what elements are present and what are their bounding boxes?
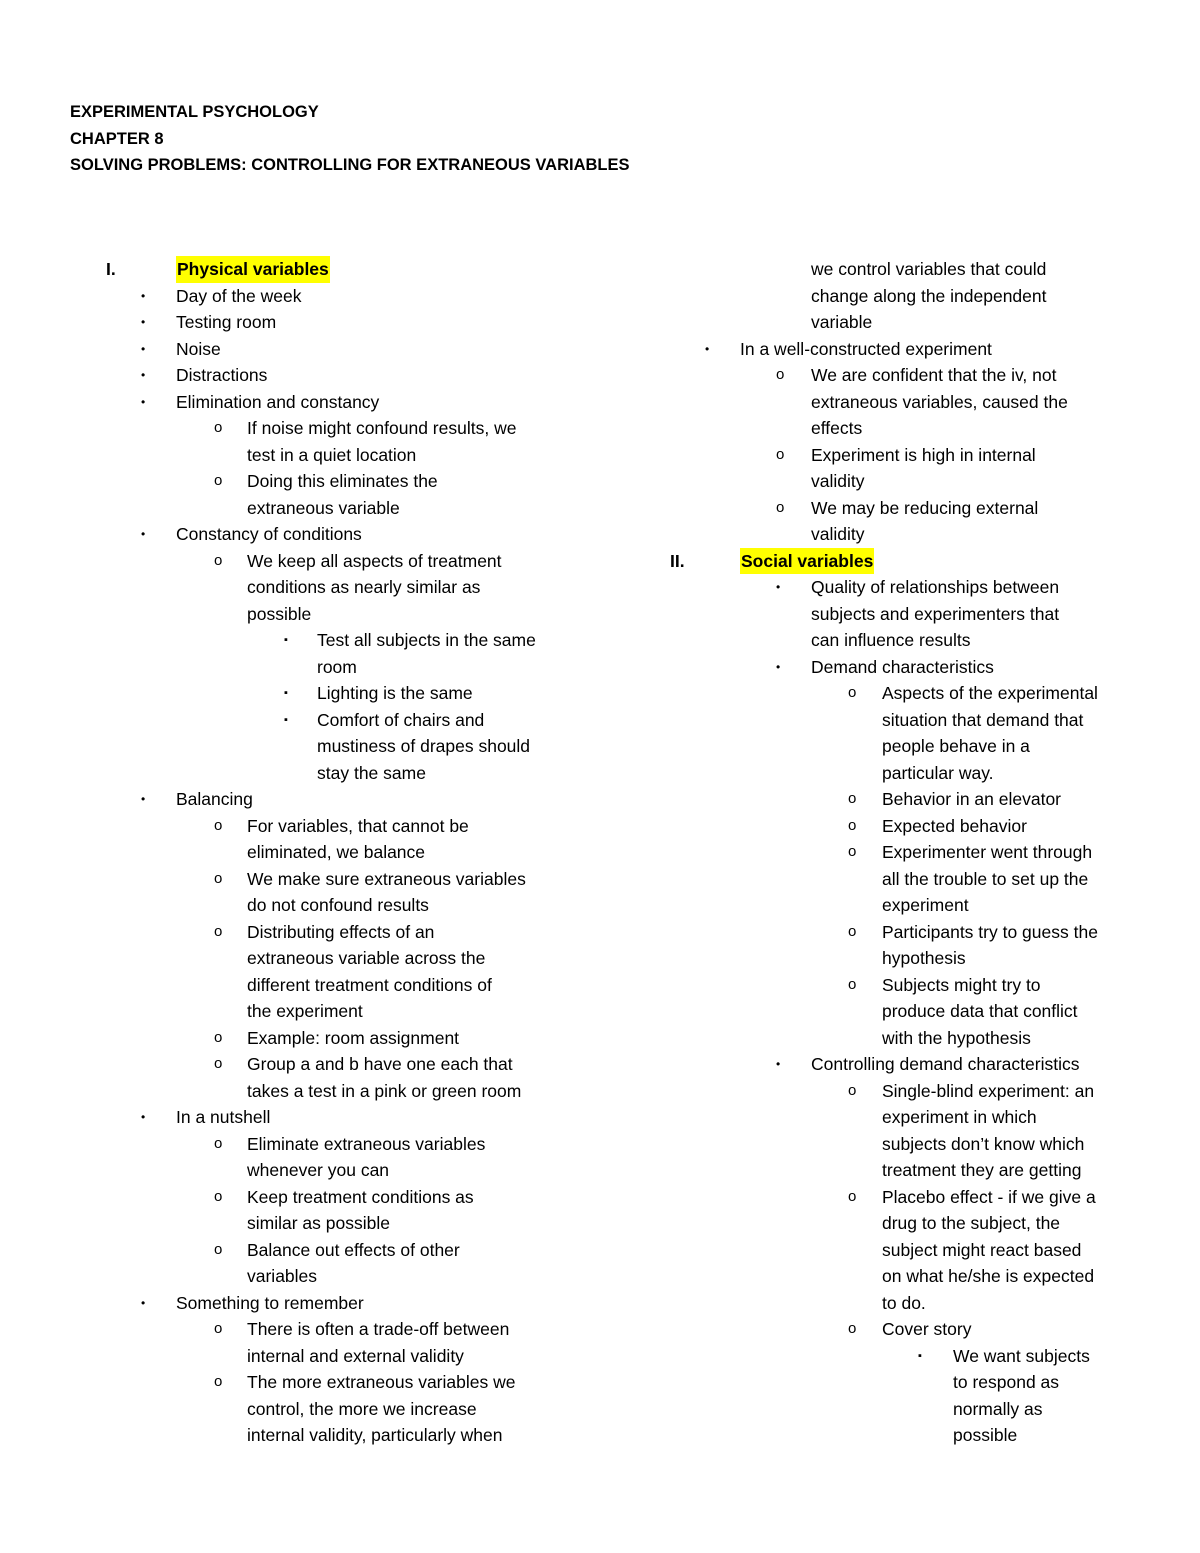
section-number: II.	[670, 550, 685, 571]
list-item: o Expected behavior	[670, 813, 1140, 840]
chapter-number: CHAPTER 8	[70, 129, 164, 148]
course-title: EXPERIMENTAL PSYCHOLOGY	[70, 103, 319, 121]
list-item: • Something to remember	[70, 1290, 590, 1317]
circle-bullet-icon: o	[214, 1187, 223, 1205]
square-bullet-icon: ▪	[284, 713, 288, 726]
list-item-continuation: takes a test in a pink or green room	[247, 1080, 522, 1101]
circle-bullet-icon: o	[214, 922, 223, 940]
list-item-continuation: do not confound results	[247, 895, 429, 915]
list-item: o Example: room assignment	[70, 1025, 590, 1052]
circle-bullet-icon: o	[848, 1187, 857, 1205]
circle-bullet-icon: o	[776, 498, 785, 516]
list-item-continuation: the experiment	[247, 1001, 363, 1021]
list-item: • Demand characteristics	[670, 654, 1140, 681]
list-item: o The more extraneous variables we	[70, 1369, 590, 1396]
list-item: o Subjects might try to	[670, 972, 1140, 999]
chapter-title: SOLVING PROBLEMS: CONTROLLING FOR EXTRANEOUS VARIABLES	[70, 156, 630, 174]
list-item: o Experimenter went through	[670, 839, 1140, 866]
square-bullet-icon: ▪	[284, 634, 288, 646]
list-item: o Behavior in an elevator	[670, 786, 1140, 813]
list-item-continuation: control, the more we increase	[247, 1398, 477, 1419]
bullet-icon: •	[141, 288, 146, 303]
list-item-continuation: whenever you can	[247, 1160, 390, 1180]
circle-bullet-icon: o	[214, 1373, 223, 1390]
list-item-continuation: internal validity, particularly when	[247, 1425, 503, 1445]
list-item: o Distributing effects of an	[70, 919, 590, 946]
list-item-continuation: change along the independent	[811, 285, 1047, 306]
circle-bullet-icon: o	[214, 419, 223, 436]
circle-bullet-icon: o	[848, 790, 857, 807]
list-item: • Constancy of conditions	[70, 521, 590, 548]
list-item: o Balance out effects of other	[70, 1237, 590, 1264]
list-item-continuation: room	[317, 656, 357, 677]
list-item: ▪ Test all subjects in the same	[70, 627, 590, 654]
bullet-icon: •	[705, 341, 710, 356]
list-item-continuation: validity	[811, 471, 865, 491]
list-item-continuation: experiment	[882, 895, 969, 915]
list-item: • Testing room	[70, 309, 590, 336]
list-item-continuation: with the hypothesis	[882, 1027, 1031, 1048]
list-item-continuation: hypothesis	[882, 948, 966, 968]
list-item-continuation: situation that demand that	[882, 709, 1084, 730]
circle-bullet-icon: o	[848, 843, 857, 860]
list-item-continuation: possible	[247, 603, 312, 624]
list-item: • Controlling demand characteristics	[670, 1051, 1140, 1078]
list-item: o Experiment is high in internal	[670, 442, 1140, 469]
list-item-continuation: subjects and experimenters that	[811, 603, 1060, 624]
list-item-continuation: to do.	[882, 1292, 926, 1313]
list-item: o For variables, that cannot be	[70, 813, 590, 840]
list-item: o Participants try to guess the	[670, 919, 1140, 946]
circle-bullet-icon: o	[214, 472, 223, 489]
list-item: o We keep all aspects of treatment	[70, 548, 590, 575]
bullet-icon: •	[141, 368, 146, 382]
circle-bullet-icon: o	[214, 816, 223, 834]
circle-bullet-icon: o	[848, 684, 857, 701]
list-item-continuation: we control variables that could	[811, 259, 1047, 279]
circle-bullet-icon: o	[214, 1055, 223, 1072]
circle-bullet-icon: o	[848, 1320, 857, 1337]
list-item-continuation: subjects don’t know which	[882, 1133, 1085, 1154]
section-heading	[670, 548, 1140, 575]
list-item: o Cover story	[670, 1316, 1140, 1343]
list-item: o Aspects of the experimental	[670, 680, 1140, 707]
list-item-continuation: internal and external validity	[247, 1345, 464, 1366]
list-item: o We are confident that the iv, not	[670, 362, 1140, 389]
circle-bullet-icon: o	[776, 445, 785, 463]
bullet-icon: •	[776, 1057, 781, 1071]
circle-bullet-icon: o	[214, 1028, 223, 1046]
list-item: • Day of the week	[70, 283, 590, 310]
list-item: • Balancing	[70, 786, 590, 813]
section-number: I.	[106, 259, 116, 279]
list-item: o Placebo effect - if we give a	[670, 1184, 1140, 1211]
list-item: • Distractions	[70, 362, 590, 389]
list-item-continuation: different treatment conditions of	[247, 974, 492, 995]
list-item-continuation: experiment in which	[882, 1107, 1037, 1127]
list-item-continuation: eliminated, we balance	[247, 842, 426, 862]
list-item-continuation: normally as	[953, 1398, 1043, 1419]
list-item-continuation: validity	[811, 524, 865, 544]
list-item-continuation: can influence results	[811, 630, 971, 650]
list-item: o Keep treatment conditions as	[70, 1184, 590, 1211]
list-item: • Elimination and constancy	[70, 389, 590, 416]
list-item-continuation: extraneous variable	[247, 497, 400, 518]
list-item: • Quality of relationships between	[670, 574, 1140, 601]
circle-bullet-icon: o	[214, 551, 223, 569]
list-item: • In a nutshell	[70, 1104, 590, 1131]
list-item-continuation: people behave in a	[882, 736, 1030, 756]
bullet-icon: •	[141, 315, 146, 329]
list-item-continuation: treatment they are getting	[882, 1160, 1082, 1180]
list-item: o Single-blind experiment: an	[670, 1078, 1140, 1105]
square-bullet-icon: ▪	[284, 687, 288, 699]
list-item-continuation: variables	[247, 1266, 318, 1286]
bullet-icon: •	[141, 1110, 146, 1124]
document-header	[70, 99, 630, 179]
bullet-icon: •	[776, 659, 781, 674]
circle-bullet-icon: o	[848, 975, 857, 993]
circle-bullet-icon: o	[848, 1081, 857, 1099]
left-column	[70, 256, 590, 1449]
list-item-continuation: test in a quiet location	[247, 444, 417, 465]
list-item: o If noise might confound results, we	[70, 415, 590, 442]
section-heading	[70, 256, 590, 283]
circle-bullet-icon: o	[214, 1134, 223, 1152]
circle-bullet-icon: o	[848, 816, 857, 834]
list-item-continuation: extraneous variable across the	[247, 948, 486, 968]
circle-bullet-icon: o	[848, 922, 857, 940]
list-item-continuation: particular way.	[882, 762, 994, 783]
list-item-continuation: produce data that conflict	[882, 1001, 1078, 1021]
square-bullet-icon: ▪	[918, 1349, 922, 1362]
bullet-icon: •	[141, 341, 146, 356]
list-item: ▪ Comfort of chairs and	[70, 707, 590, 734]
list-item: o Group a and b have one each that	[70, 1051, 590, 1078]
circle-bullet-icon: o	[214, 1240, 223, 1258]
bullet-icon: •	[141, 527, 146, 541]
list-item-continuation: effects	[811, 418, 863, 438]
list-item: ▪ We want subjects	[670, 1343, 1140, 1370]
bullet-icon: •	[141, 792, 146, 806]
list-item: o There is often a trade-off between	[70, 1316, 590, 1343]
list-item: ▪ Lighting is the same	[70, 680, 590, 707]
section-title: Social variables	[740, 548, 874, 575]
section-title: Physical variables	[176, 256, 330, 283]
list-item: o Eliminate extraneous variables	[70, 1131, 590, 1158]
list-item-continuation: stay the same	[317, 762, 426, 783]
list-item-continuation: extraneous variables, caused the	[811, 391, 1068, 412]
list-item: • Noise	[70, 336, 590, 363]
bullet-icon: •	[141, 394, 146, 409]
list-item: o Doing this eliminates the	[70, 468, 590, 495]
list-item-continuation: mustiness of drapes should	[317, 736, 531, 756]
circle-bullet-icon: o	[214, 869, 223, 887]
list-item-continuation: similar as possible	[247, 1213, 390, 1233]
circle-bullet-icon: o	[214, 1320, 223, 1337]
list-item-continuation: subject might react based	[882, 1239, 1082, 1260]
right-column	[670, 256, 1140, 1449]
list-item-continuation: conditions as nearly similar as	[247, 577, 481, 597]
bullet-icon: •	[141, 1295, 146, 1310]
list-item: o We may be reducing external	[670, 495, 1140, 522]
list-item-continuation: possible	[953, 1425, 1018, 1445]
list-item: • In a well-constructed experiment	[670, 336, 1140, 363]
list-item: o We make sure extraneous variables	[70, 866, 590, 893]
list-item-continuation: on what he/she is expected	[882, 1266, 1095, 1286]
list-item-continuation: to respond as	[953, 1372, 1060, 1392]
list-item-continuation: variable	[811, 312, 873, 332]
bullet-icon: •	[776, 580, 781, 594]
circle-bullet-icon: o	[776, 366, 785, 383]
list-item-continuation: drug to the subject, the	[882, 1213, 1061, 1233]
list-item-continuation: all the trouble to set up the	[882, 868, 1089, 889]
